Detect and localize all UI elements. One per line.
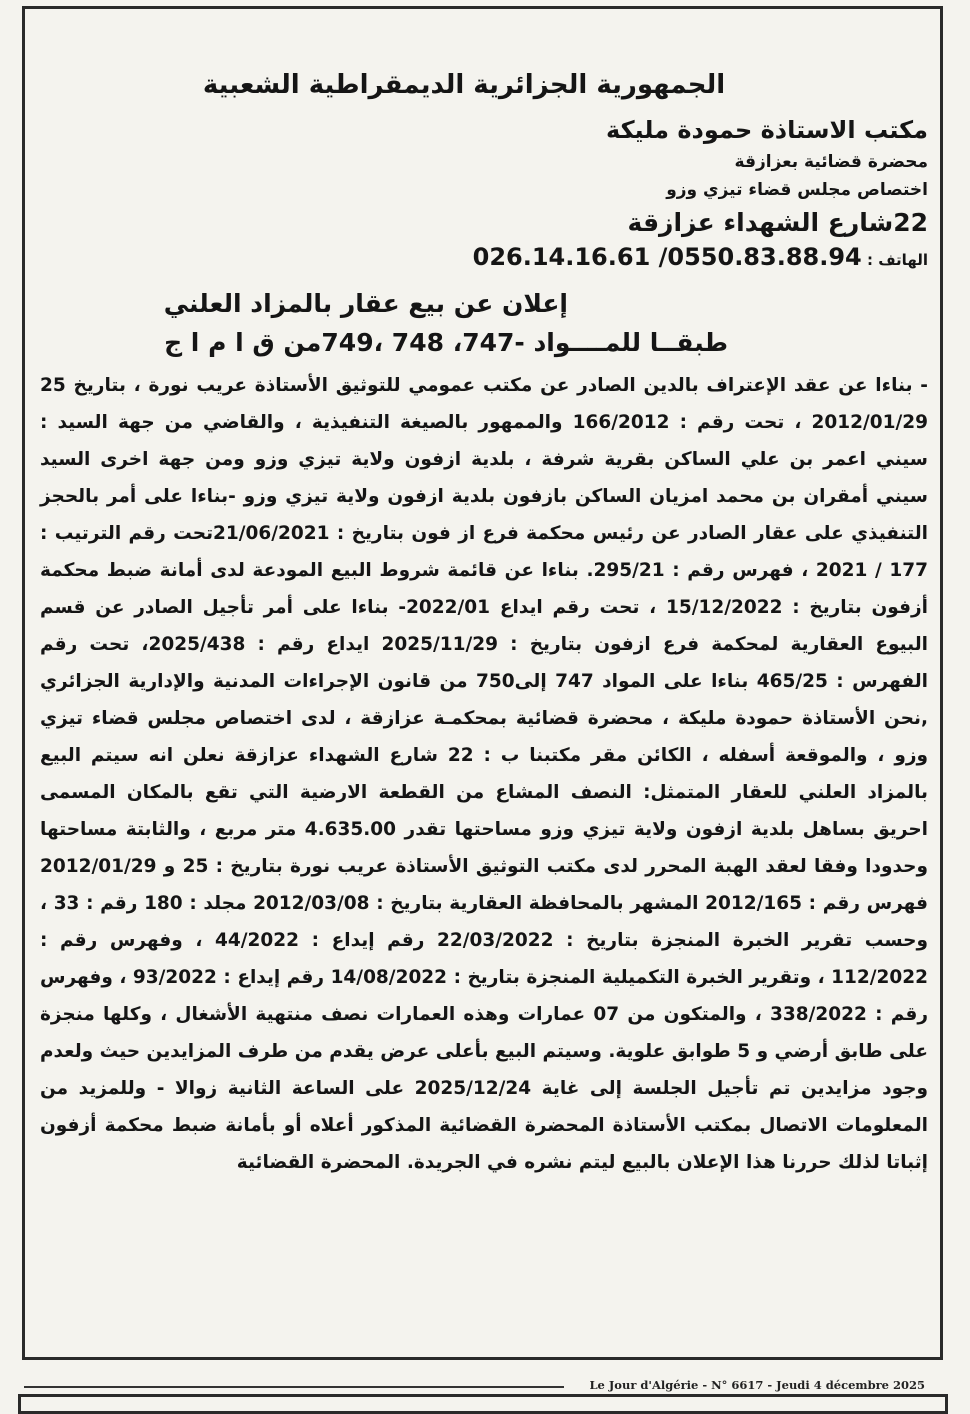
- footer-rule: [24, 1386, 564, 1388]
- phone-line: [40, 243, 928, 271]
- notice-body: - بناءا عن عقد الإعتراف بالدين الصادر عن مكتب عمومي للتوثيق الأستاذة عريب نورة ، بتاريخ 25 2012/01/29 ، تحت رقم : 166/2012 والممهور بالصيغة التنفيذية ، والقاضي من جهة السيد : سيني اعمر بن علي الساكن بقرية شرفة ، بلدية ازفون ولاية تيزي وزو ومن جهة اخرى السيد سيني أمقران بن محمد امزيان الساكن بازفون بلدية ازفون ولاية تيزي وزو -بناءا على أمر بالحجز التنفيذي على عقار الصادر عن رئيس محكمة فرع از فون بتاريخ : 21/06/2021تحت رقم الترتيب : 177 / 2021 ، فهرس رقم : 295/21. بناءا عن قائمة شروط البيع المودعة لدى أمانة ضبط محكمة أزفون بتاريخ : 15/12/2022 ، تحت رقم ايداع 2022/01- بناءا على أمر تأجيل الصادر عن قسم البيوع العقارية لمحكمة فرع ازفون بتاريخ : 2025/11/29 ايداع رقم : 2025/438، تحت رقم الفهرس : 465/25 بناءا على المواد 747 إلى750 من قانون الإجراءات المدنية والإدارية الجزائري ,نحن الأستاذة حمودة مليكة ، محضرة قضائية بمحكمـة عزازقة ، لدى اختصاص مجلس قضاء تيزي وزو ، والموقعة أسفله ، الكائن مقر مكتبنا ب : 22 شارع الشهداء عزازقة نعلن انه سيتم البيع بالمزاد العلني للعقار المتمثل: النصف المشاع من القطعة الارضية التي تقع بالمكان المسمى احريق بساهل بلدية ازفون ولاية تيزي وزو مساحتها تقدر 4.635.00 متر مربع ، والثابتة مساحتها وحدودا وفقا لعقد الهبة المحرر لدى مكتب التوثيق الأستاذة عريب نورة بتاريخ : 25 و 2012/01/29 فهرس رقم : 2012/165 المشهر بالمحافظة العقارية بتاريخ : 2012/03/08 مجلد : 180 رقم : 33 ، وحسب تقرير الخبرة المنجزة بتاريخ : 22/03/2022 رقم إيداع : 44/2022 ، وفهرس رقم : 112/2022 ، وتقرير الخبرة التكميلية المنجزة بتاريخ : 14/08/2022 رقم إيداع : 93/2022 ، وفهرس رقم : 338/2022 ، والمتكون من 07 عمارات وهذه العمارات نصف منتهية الأشغال ، وكلها منجزة على طابق أرضي و 5 طوابق علوية. وسيتم البيع بأعلى عرض يقدم من طرف المزايدين حيث ولعدم وجود مزايدين تم تأجيل الجلسة إلى غاية 2025/12/24 على الساعة الثانية زوالا - وللمزيد من المعلومات الاتصال بمكتب الأستاذة المحضرة القضائية المذكور أعلاه أو بأمانة ضبط محكمة أزفون إثباتا لذلك حررنا هذا الإعلان بالبيع ليتم نشره في الجريدة. المحضرة القضائية: [40, 375, 929, 1173]
- legal-articles: طبقــا للمــــواد -747، 748 ،749من ق ا م ا ج: [164, 328, 728, 357]
- office-name: مكتب الاستاذة حمودة مليكة: [606, 116, 928, 144]
- notice-title: إعلان عن بيع عقار بالمزاد العلني: [163, 289, 568, 318]
- newspaper-footer: Le Jour d'Algérie - N° 6617 - Jeudi 4 décembre 2025: [589, 1378, 925, 1392]
- office-address: 22شارع الشهداء عزازقة: [627, 208, 928, 237]
- phone-numbers: 026.14.16.61 /0550.83.88.94: [472, 243, 862, 271]
- bailiff-title: محضرة قضائية بعزازقة: [734, 152, 928, 172]
- next-notice-border: [18, 1394, 948, 1414]
- jurisdiction: اختصاص مجلس قضاء تيزي وزو: [666, 180, 928, 200]
- republic-heading: الجمهورية الجزائرية الديمقراطية الشعبية: [202, 70, 726, 100]
- legal-notice: [40, 70, 928, 1181]
- phone-label: الهاتف :: [866, 251, 928, 269]
